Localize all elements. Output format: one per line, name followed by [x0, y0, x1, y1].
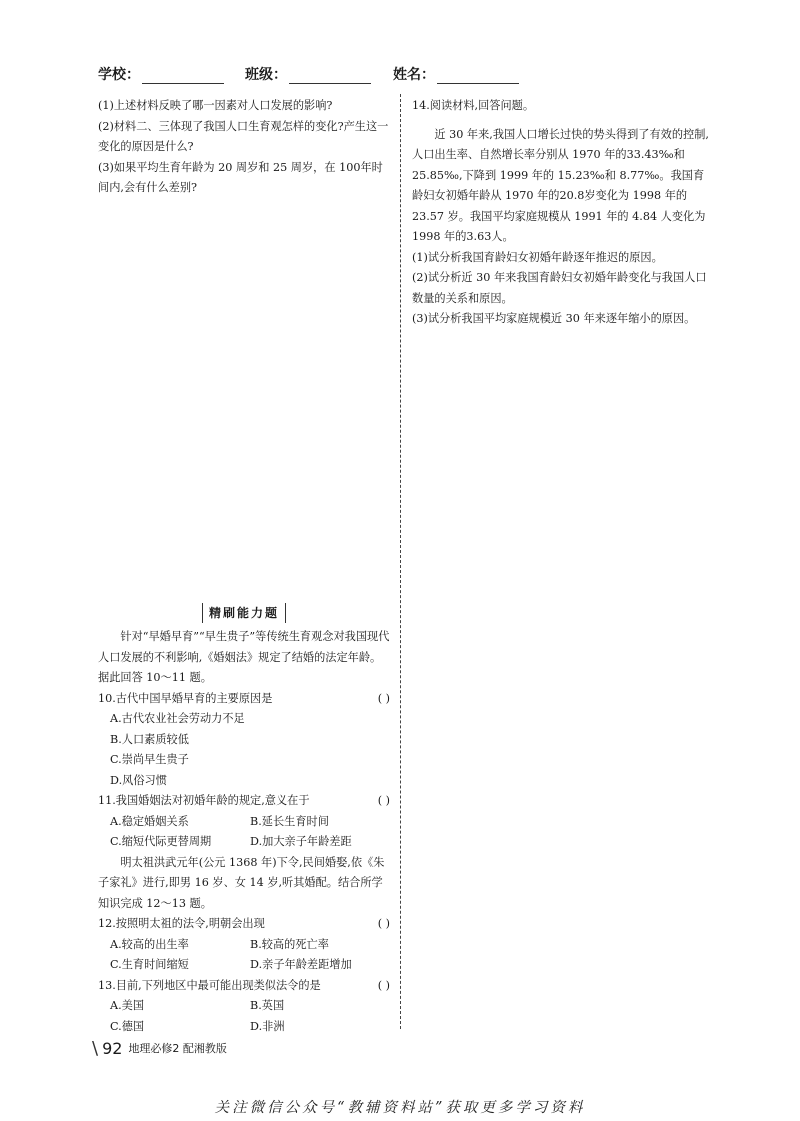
- q9-sub-3: (3)如果平均生育年龄为 20 周岁和 25 周岁，在 100年时间内,会有什么差别?: [98, 160, 383, 194]
- q9-sub-2: (2)材料二、三体现了我国人口生育观怎样的变化?产生这一变化的原因是什么?: [98, 119, 389, 153]
- question-12: [98, 914, 390, 935]
- q14-stem: 14.阅读材料,回答问题。: [412, 99, 535, 112]
- left-column: [98, 96, 390, 1037]
- q13-option-a[interactable]: A.美国: [110, 999, 145, 1012]
- q11-stem: 11.我国婚姻法对初婚年龄的规定,意义在于: [98, 794, 310, 807]
- section-title-text: 精刷能力题: [202, 603, 286, 624]
- q12-options-row-1: [98, 935, 390, 956]
- name-blank[interactable]: [437, 69, 519, 84]
- q13-stem: 13.目前,下列地区中最可能出现类似法令的是: [98, 978, 321, 992]
- q12-option-d[interactable]: D.亲子年龄差距增加: [250, 958, 352, 971]
- right-column: [412, 96, 710, 330]
- page-footer: [92, 1038, 227, 1059]
- school-label: 学校：: [98, 67, 140, 83]
- class-field: [245, 64, 371, 84]
- q13-option-b[interactable]: B.英国: [250, 999, 285, 1012]
- q12-option-c[interactable]: C.生育时间缩短: [110, 958, 189, 971]
- q13-option-c[interactable]: C.德国: [110, 1019, 145, 1033]
- book-title: 地理必修2 配湘教版: [128, 1042, 227, 1055]
- q11-option-a[interactable]: A.稳定婚姻关系: [110, 814, 189, 828]
- watermark-text: 关注微信公众号“教辅资料站”获取更多学习资料: [214, 1100, 586, 1116]
- q11-option-d[interactable]: D.加大亲子年龄差距: [250, 835, 352, 848]
- q10-option-a[interactable]: A.古代农业社会劳动力不足: [110, 712, 245, 725]
- q10-option-b[interactable]: B.人口素质较低: [110, 732, 189, 746]
- q14-sub-2: (2)试分析近 30 年来我国育龄妇女初婚年龄变化与我国人口数量的关系和原因。: [412, 271, 707, 305]
- q13-options-row-1: [98, 996, 390, 1017]
- q12-stem: 12.按照明太祖的法令,明朝会出现: [98, 917, 265, 930]
- q11-option-c[interactable]: C.缩短代际更替周期: [110, 835, 212, 848]
- school-blank[interactable]: [142, 69, 224, 84]
- column-divider: [400, 94, 401, 1029]
- class-blank[interactable]: [289, 69, 371, 84]
- q13-answer-paren[interactable]: ( ): [377, 978, 390, 992]
- page-number: 92: [102, 1039, 123, 1058]
- q14-material: 近 30 年来,我国人口增长过快的势头得到了有效的控制,人口出生率、自然增长率分别从 1970 年的33.43‰和 25.85‰,下降到 1999 年的 15.23‰和 8.77‰。我国育龄妇女初婚年龄从 1970 年的20.8岁变化为 1998 年的 23.57 岁。我国平均家庭规模从 1991 年的 4.84 人变化为 1998 年的3.63人。: [412, 127, 709, 243]
- q14-sub-1: (1)试分析我国育龄妇女初婚年龄逐年推迟的原因。: [412, 250, 663, 264]
- q11-answer-paren[interactable]: ( ): [377, 794, 390, 807]
- question-10: [98, 689, 390, 710]
- name-label: 姓名：: [393, 67, 435, 83]
- q11-option-b[interactable]: B.延长生育时间: [250, 814, 329, 828]
- q9-sub-1: (1)上述材料反映了哪一因素对人口发展的影响?: [98, 99, 333, 112]
- question-11: [98, 791, 390, 812]
- section-title: [98, 603, 390, 624]
- footer-slash-mark: \: [92, 1038, 99, 1059]
- question-13: [98, 976, 390, 997]
- q14-sub-3: (3)试分析我国平均家庭规模近 30 年来逐年缩小的原因。: [412, 312, 696, 325]
- q12-options-row-2: [98, 955, 390, 976]
- name-field: [393, 64, 519, 84]
- intro-12-13: 明太祖洪武元年(公元 1368 年)下令,民间婚娶,依《朱子家礼》进行,即男 16 岁、女 14 岁,听其婚配。结合所学知识完成 12～13 题。: [98, 855, 385, 910]
- q13-options-row-2: [98, 1017, 390, 1038]
- school-field: [98, 64, 224, 84]
- q11-options-row-2: [98, 832, 390, 853]
- q11-options-row-1: [98, 812, 390, 833]
- q10-answer-paren[interactable]: ( ): [377, 691, 390, 705]
- q10-option-d[interactable]: D.风俗习惯: [110, 773, 167, 787]
- q12-answer-paren[interactable]: ( ): [377, 917, 390, 930]
- intro-10-11: 针对“早婚早育”“早生贵子”等传统生育观念对我国现代人口发展的不利影响,《婚姻法》规定了结婚的法定年龄。据此回答 10～11 题。: [98, 630, 390, 684]
- class-label: 班级：: [245, 67, 287, 83]
- q13-option-d[interactable]: D.非洲: [250, 1019, 285, 1033]
- q12-option-b[interactable]: B.较高的死亡率: [250, 937, 329, 951]
- q10-stem: 10.古代中国早婚早育的主要原因是: [98, 691, 273, 705]
- q12-option-a[interactable]: A.较高的出生率: [110, 937, 189, 951]
- q10-option-c[interactable]: C.崇尚早生贵子: [110, 753, 189, 766]
